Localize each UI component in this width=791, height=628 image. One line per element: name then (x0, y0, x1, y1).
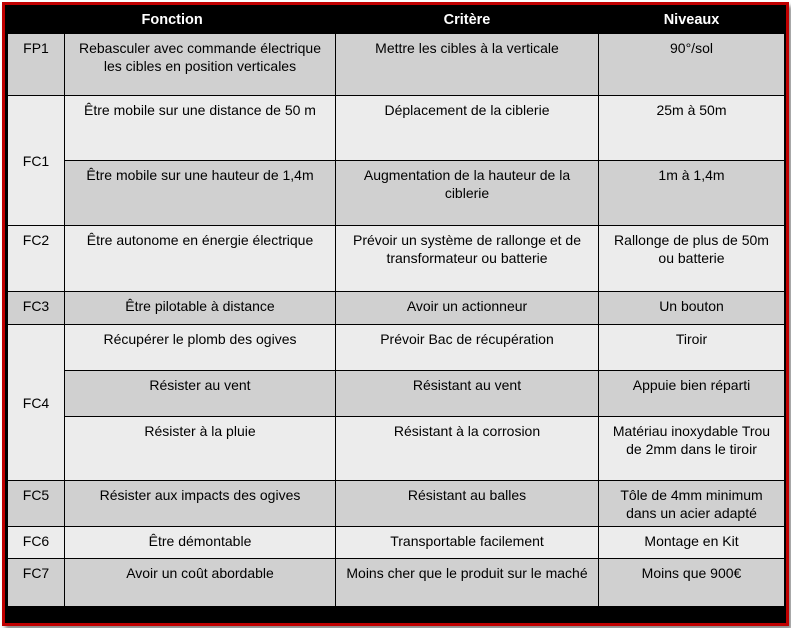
row-fonction: Être pilotable à distance (65, 292, 336, 325)
row-niveau: 25m à 50m (599, 96, 785, 161)
table-row (8, 559, 785, 607)
row-fonction: Avoir un coût abordable (65, 559, 336, 607)
row-code: FC2 (8, 226, 65, 292)
row-critere: Déplacement de la ciblerie (336, 96, 599, 161)
table-row (8, 161, 785, 226)
row-code: FC7 (8, 559, 65, 607)
table-frame (2, 2, 789, 626)
row-fonction: Être mobile sur une hauteur de 1,4m (65, 161, 336, 226)
row-fonction: Être démontable (65, 527, 336, 559)
row-niveau: Matériau inoxydable Trou de 2mm dans le tiroir (599, 417, 785, 481)
row-niveau: Moins que 900€ (599, 559, 785, 607)
row-critere: Prévoir Bac de récupération (336, 325, 599, 371)
row-code: FC4 (8, 325, 65, 481)
row-code: FC6 (8, 527, 65, 559)
table-row (8, 96, 785, 161)
row-code: FC3 (8, 292, 65, 325)
row-niveau: Tiroir (599, 325, 785, 371)
row-fonction: Être mobile sur une distance de 50 m (65, 96, 336, 161)
row-niveau: 90°/sol (599, 34, 785, 96)
row-code: FP1 (8, 34, 65, 96)
row-fonction: Résister à la pluie (65, 417, 336, 481)
row-niveau: Appuie bien réparti (599, 371, 785, 417)
table-row (8, 226, 785, 292)
row-critere: Résistant à la corrosion (336, 417, 599, 481)
row-niveau: Montage en Kit (599, 527, 785, 559)
row-critere: Moins cher que le produit sur le maché (336, 559, 599, 607)
row-fonction: Résister aux impacts des ogives (65, 481, 336, 527)
header-niveaux: Niveaux (599, 7, 785, 34)
functions-table (7, 7, 785, 607)
table-row (8, 527, 785, 559)
row-critere: Résistant au balles (336, 481, 599, 527)
table-row (8, 371, 785, 417)
row-fonction: Être autonome en énergie électrique (65, 226, 336, 292)
row-critere: Prévoir un système de rallonge et de transformateur ou batterie (336, 226, 599, 292)
row-niveau: 1m à 1,4m (599, 161, 785, 226)
table-row (8, 481, 785, 527)
row-fonction: Résister au vent (65, 371, 336, 417)
header-fonction: Fonction (8, 7, 336, 34)
row-critere: Résistant au vent (336, 371, 599, 417)
header-critere: Critère (336, 7, 599, 34)
row-critere: Avoir un actionneur (336, 292, 599, 325)
header-row (8, 7, 785, 34)
table-row (8, 325, 785, 371)
row-fonction: Rebasculer avec commande électrique les cibles en position verticales (65, 34, 336, 96)
table-row (8, 292, 785, 325)
row-code: FC1 (8, 96, 65, 226)
row-fonction: Récupérer le plomb des ogives (65, 325, 336, 371)
table-row (8, 34, 785, 96)
table-row (8, 417, 785, 481)
row-critere: Transportable facilement (336, 527, 599, 559)
row-niveau: Tôle de 4mm minimum dans un acier adapté (599, 481, 785, 527)
row-code: FC5 (8, 481, 65, 527)
row-critere: Mettre les cibles à la verticale (336, 34, 599, 96)
row-niveau: Un bouton (599, 292, 785, 325)
row-niveau: Rallonge de plus de 50m ou batterie (599, 226, 785, 292)
row-critere: Augmentation de la hauteur de la ciblerie (336, 161, 599, 226)
